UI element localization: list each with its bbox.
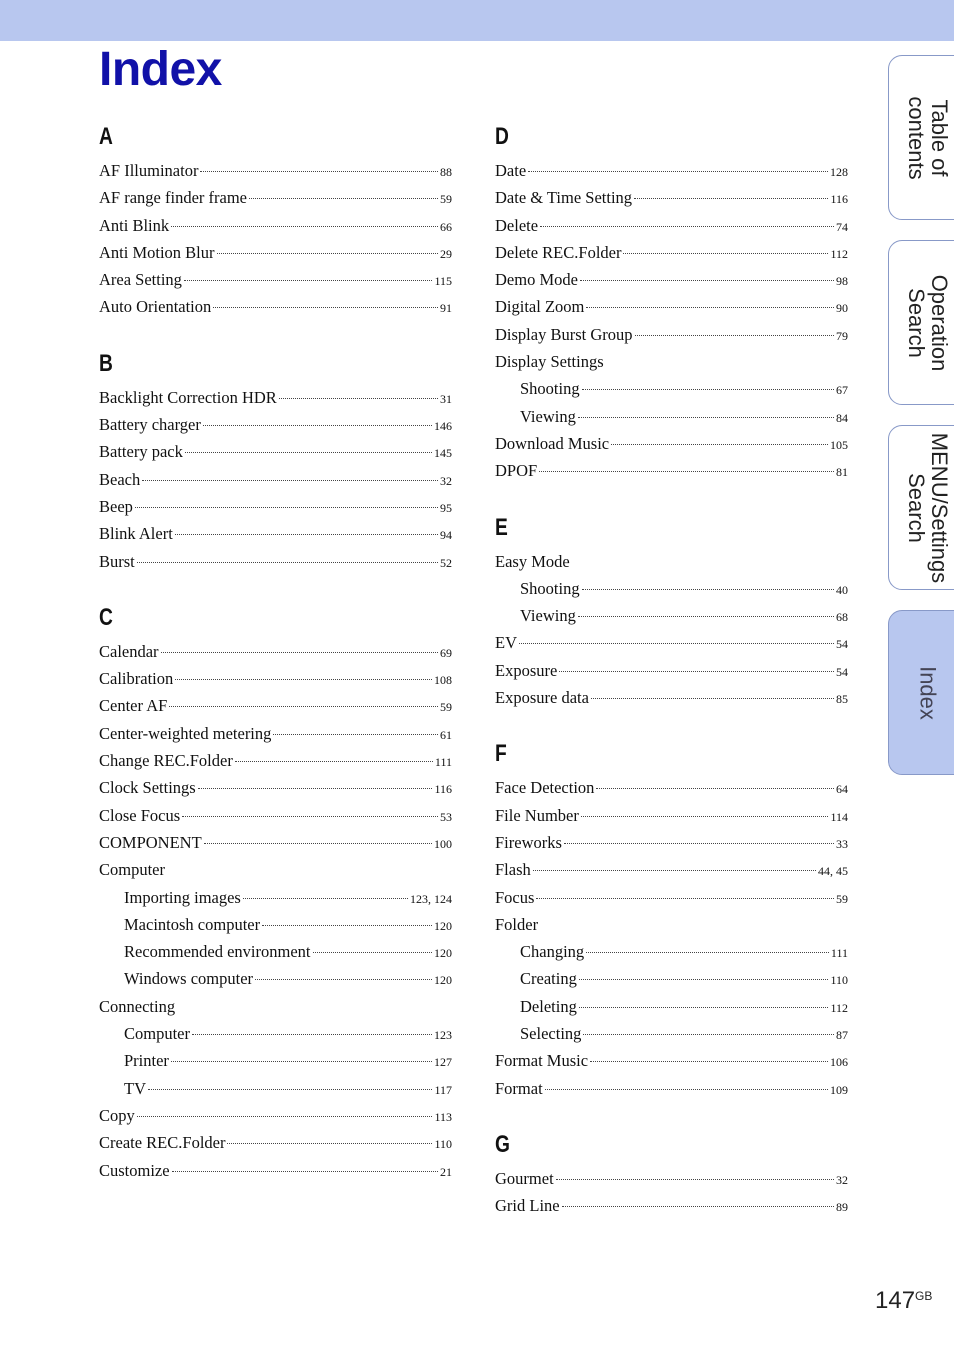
entry-label: Display Burst Group xyxy=(495,324,633,344)
entry-label: Calendar xyxy=(99,641,159,661)
index-entry[interactable] xyxy=(495,802,848,829)
entry-label: Computer xyxy=(124,1024,190,1044)
page-link[interactable]: 120 xyxy=(434,918,452,933)
dot-leader xyxy=(171,225,438,227)
index-entry[interactable] xyxy=(495,1165,848,1192)
index-subentry[interactable] xyxy=(99,1020,452,1047)
page-link[interactable]: 64 xyxy=(836,782,848,797)
entry-label: Copy xyxy=(99,1105,135,1125)
section-letter: C xyxy=(99,603,113,631)
tab-operation-search-label: Operation Search xyxy=(904,274,952,371)
entry-label: Easy Mode xyxy=(495,551,570,571)
section-letter: E xyxy=(495,513,508,541)
dot-leader xyxy=(279,397,438,399)
entry-label: Deleting xyxy=(520,996,577,1016)
index-entry[interactable] xyxy=(99,774,452,801)
dot-leader xyxy=(556,1178,834,1180)
entry-label: Importing images xyxy=(124,887,241,907)
section-letter: B xyxy=(99,349,113,377)
index-entry[interactable] xyxy=(99,266,452,293)
entry-label: Customize xyxy=(99,1160,170,1180)
dot-leader xyxy=(172,1170,438,1172)
entry-label: AF range finder frame xyxy=(99,188,247,208)
dot-leader xyxy=(213,306,438,308)
entry-label: Connecting xyxy=(99,996,176,1016)
dot-leader xyxy=(249,197,438,199)
index-subentry[interactable] xyxy=(495,993,848,1020)
dot-leader xyxy=(184,279,433,281)
entry-label: Auto Orientation xyxy=(99,297,212,317)
page-link[interactable]: 113 xyxy=(434,1109,452,1124)
page-link[interactable]: 106 xyxy=(830,1055,848,1070)
tab-menu-settings-search-label: MENU/Settings Search xyxy=(904,432,952,583)
index-entry xyxy=(495,911,848,938)
entry-label: Creating xyxy=(520,969,577,989)
entry-label: Focus xyxy=(495,887,535,907)
dot-leader xyxy=(635,334,835,336)
entry-label: Demo Mode xyxy=(495,270,578,290)
entry-label: Burst xyxy=(99,551,135,571)
page-link[interactable]: 116 xyxy=(830,192,848,207)
index-section-d xyxy=(495,120,848,485)
entry-label: Macintosh computer xyxy=(124,914,261,934)
dot-leader xyxy=(255,978,432,980)
page-link[interactable]: 67 xyxy=(836,383,848,398)
page-link[interactable]: 21 xyxy=(440,1164,452,1179)
index-entry[interactable] xyxy=(495,157,848,184)
page-link[interactable]: 145 xyxy=(434,446,452,461)
dot-leader xyxy=(582,588,834,590)
index-section-a xyxy=(99,120,452,321)
entry-label: Computer xyxy=(99,860,165,880)
section-letter: G xyxy=(495,1130,510,1158)
index-section-f xyxy=(495,737,848,1102)
entry-label: Backlight Correction HDR xyxy=(99,387,277,407)
entry-label: Download Music xyxy=(495,433,610,453)
entry-label: EV xyxy=(495,633,517,653)
dot-leader xyxy=(578,416,834,418)
entry-label: Anti Blink xyxy=(99,215,170,235)
entry-label: Gourmet xyxy=(495,1168,554,1188)
index-subentry[interactable] xyxy=(495,403,848,430)
section-letter: A xyxy=(99,123,113,150)
page-number-suffix: GB xyxy=(915,1289,933,1303)
index-entry[interactable] xyxy=(495,1075,848,1102)
index-entry[interactable] xyxy=(99,638,452,665)
page-link[interactable]: 74 xyxy=(836,219,848,234)
entry-label: Beach xyxy=(99,469,141,489)
index-subentry[interactable] xyxy=(495,1020,848,1047)
index-subentry[interactable] xyxy=(495,965,848,992)
dot-leader xyxy=(137,561,438,563)
entry-label: Fireworks xyxy=(495,832,562,852)
index-column-left xyxy=(99,120,452,1210)
dot-leader xyxy=(519,642,834,644)
index-subentry[interactable] xyxy=(99,884,452,911)
page-link[interactable]: 29 xyxy=(440,246,452,261)
page-link[interactable]: 87 xyxy=(836,1028,848,1043)
page-link[interactable]: 109 xyxy=(830,1082,848,1097)
entry-label: Exposure data xyxy=(495,688,589,708)
index-subentry[interactable] xyxy=(99,938,452,965)
index-section-e xyxy=(495,511,848,712)
page-link[interactable]: 52 xyxy=(440,555,452,570)
index-entry[interactable] xyxy=(99,692,452,719)
dot-leader xyxy=(137,1115,433,1117)
index-entry[interactable] xyxy=(99,1157,452,1184)
entry-label: Face Detection xyxy=(495,778,595,798)
index-subentry[interactable] xyxy=(495,575,848,602)
page-link[interactable]: 94 xyxy=(440,528,452,543)
page-link[interactable]: 61 xyxy=(440,727,452,742)
entry-label: Area Setting xyxy=(99,270,182,290)
page-link[interactable]: 54 xyxy=(836,664,848,679)
index-entry[interactable] xyxy=(99,239,452,266)
page-link[interactable]: 66 xyxy=(440,219,452,234)
page-link[interactable]: 85 xyxy=(836,692,848,707)
dot-leader xyxy=(161,651,438,653)
dot-leader xyxy=(175,533,438,535)
dot-leader xyxy=(590,1060,828,1062)
page-link[interactable]: 90 xyxy=(836,301,848,316)
entry-label: Close Focus xyxy=(99,805,181,825)
dot-leader xyxy=(235,760,433,762)
index-entry[interactable] xyxy=(99,1129,452,1156)
index-subentry[interactable] xyxy=(99,911,452,938)
index-entry[interactable] xyxy=(99,411,452,438)
page-link[interactable]: 123, 124 xyxy=(410,891,452,906)
index-entry[interactable] xyxy=(495,629,848,656)
index-entry[interactable] xyxy=(495,212,848,239)
entry-label: Date xyxy=(495,161,527,180)
dot-leader xyxy=(227,1142,432,1144)
entry-label: Blink Alert xyxy=(99,524,173,544)
entry-label: Center AF xyxy=(99,696,168,716)
page-link[interactable]: 114 xyxy=(830,809,848,824)
page-link[interactable]: 100 xyxy=(434,836,452,851)
index-entry[interactable] xyxy=(99,384,452,411)
index-entry[interactable] xyxy=(99,747,452,774)
entry-label: Shooting xyxy=(520,379,580,399)
dot-leader xyxy=(142,479,438,481)
header-band xyxy=(0,0,954,41)
dot-leader xyxy=(217,252,438,254)
index-subentry[interactable] xyxy=(99,1047,452,1074)
entry-label: Center-weighted metering xyxy=(99,723,272,743)
dot-leader xyxy=(634,197,828,199)
dot-leader xyxy=(198,787,433,789)
entry-label: Format Music xyxy=(495,1051,589,1071)
page-link[interactable]: 68 xyxy=(836,610,848,625)
entry-label: Shooting xyxy=(520,578,580,598)
dot-leader xyxy=(579,978,829,980)
page-link[interactable]: 89 xyxy=(836,1200,848,1215)
index-entry[interactable] xyxy=(495,266,848,293)
entry-label: Change REC.Folder xyxy=(99,751,233,771)
page-link[interactable]: 110 xyxy=(434,1137,452,1152)
tab-operation-search[interactable] xyxy=(888,240,954,405)
entry-label: AF Illuminator xyxy=(99,161,199,180)
index-entry[interactable] xyxy=(99,157,452,184)
page-link[interactable]: 112 xyxy=(830,246,848,261)
index-entry[interactable] xyxy=(99,720,452,747)
index-subentry[interactable] xyxy=(495,375,848,402)
index-entry[interactable] xyxy=(99,802,452,829)
page-link[interactable]: 53 xyxy=(440,809,452,824)
page-link[interactable]: 81 xyxy=(836,465,848,480)
entry-label: Format xyxy=(495,1078,543,1098)
dot-leader xyxy=(578,615,834,617)
index-section-c xyxy=(99,601,452,1184)
index-entry[interactable] xyxy=(495,1047,848,1074)
index-entry[interactable] xyxy=(495,856,848,883)
index-section-b xyxy=(99,347,452,575)
entry-label: Viewing xyxy=(520,406,576,426)
page-link[interactable]: 116 xyxy=(434,782,452,797)
dot-leader xyxy=(175,678,432,680)
index-entry[interactable] xyxy=(495,293,848,320)
page-link[interactable]: 105 xyxy=(830,437,848,452)
dot-leader xyxy=(586,306,834,308)
entry-label: Printer xyxy=(124,1051,169,1071)
page-link[interactable]: 32 xyxy=(836,1172,848,1187)
dot-leader xyxy=(591,697,834,699)
entry-label: Delete REC.Folder xyxy=(495,242,622,262)
index-entry[interactable] xyxy=(495,1192,848,1219)
page-link[interactable]: 112 xyxy=(830,1000,848,1015)
dot-leader xyxy=(583,1033,834,1035)
dot-leader xyxy=(185,451,432,453)
dot-leader xyxy=(579,1006,829,1008)
page-link[interactable]: 54 xyxy=(836,637,848,652)
page-link[interactable]: 33 xyxy=(836,836,848,851)
entry-label: Clock Settings xyxy=(99,778,196,798)
index-subentry[interactable] xyxy=(495,938,848,965)
index-subentry[interactable] xyxy=(99,1075,452,1102)
index-entry[interactable] xyxy=(495,884,848,911)
entry-label: Create REC.Folder xyxy=(99,1133,226,1153)
dot-leader xyxy=(582,388,834,390)
entry-label: Flash xyxy=(495,860,531,880)
dot-leader xyxy=(533,869,816,871)
page-link[interactable]: 91 xyxy=(440,301,452,316)
tab-index[interactable] xyxy=(888,610,954,775)
page-link[interactable]: 115 xyxy=(434,274,452,289)
index-entry xyxy=(495,548,848,575)
entry-label: Grid Line xyxy=(495,1196,560,1216)
page-link[interactable]: 69 xyxy=(440,645,452,660)
tab-table-of-contents-label: Table of contents xyxy=(904,95,952,180)
entry-label: File Number xyxy=(495,805,579,825)
page-link[interactable]: 59 xyxy=(440,192,452,207)
page-link[interactable]: 146 xyxy=(434,419,452,434)
dot-leader xyxy=(545,1088,828,1090)
entry-label: Anti Motion Blur xyxy=(99,242,215,262)
page-link[interactable]: 40 xyxy=(836,582,848,597)
index-entry[interactable] xyxy=(99,665,452,692)
index-entry[interactable] xyxy=(99,212,452,239)
index-entry[interactable] xyxy=(99,493,452,520)
page-link[interactable]: 110 xyxy=(830,973,848,988)
entry-label: Display Settings xyxy=(495,352,604,372)
index-entry[interactable] xyxy=(495,774,848,801)
index-entry[interactable] xyxy=(495,457,848,484)
entry-label: Folder xyxy=(495,914,539,934)
index-entry xyxy=(495,348,848,375)
dot-leader xyxy=(203,424,432,426)
entry-label: Selecting xyxy=(520,1024,582,1044)
dot-leader xyxy=(611,443,828,445)
entry-label: Delete xyxy=(495,215,539,235)
dot-leader xyxy=(559,670,834,672)
index-entry[interactable] xyxy=(495,321,848,348)
index-entry[interactable] xyxy=(495,239,848,266)
dot-leader xyxy=(528,170,828,172)
index-entry[interactable] xyxy=(99,466,452,493)
dot-leader xyxy=(169,705,438,707)
entry-label: Viewing xyxy=(520,606,576,626)
page-link[interactable]: 79 xyxy=(836,328,848,343)
entry-label: Date & Time Setting xyxy=(495,188,633,208)
index-entry[interactable] xyxy=(99,548,452,575)
page-link[interactable]: 120 xyxy=(434,973,452,988)
entry-label: Windows computer xyxy=(124,969,254,989)
index-entry[interactable] xyxy=(495,430,848,457)
entry-label: Battery charger xyxy=(99,415,201,435)
page-link[interactable]: 123 xyxy=(434,1028,452,1043)
dot-leader xyxy=(273,733,438,735)
dot-leader xyxy=(562,1205,834,1207)
index-entry[interactable] xyxy=(99,1102,452,1129)
entry-label: Exposure xyxy=(495,660,558,680)
tab-index-label: Index xyxy=(915,665,941,720)
page-link[interactable]: 98 xyxy=(836,274,848,289)
index-column-right xyxy=(495,120,848,1246)
page-link[interactable]: 59 xyxy=(440,700,452,715)
entry-label: TV xyxy=(124,1078,146,1098)
dot-leader xyxy=(243,897,408,899)
entry-label: Digital Zoom xyxy=(495,297,585,317)
page-link[interactable]: 117 xyxy=(434,1082,452,1097)
dot-leader xyxy=(171,1060,432,1062)
dot-leader xyxy=(596,787,834,789)
index-entry[interactable] xyxy=(99,438,452,465)
dot-leader xyxy=(204,842,432,844)
index-section-g xyxy=(495,1128,848,1220)
dot-leader xyxy=(148,1088,432,1090)
entry-label: Beep xyxy=(99,496,133,516)
dot-leader xyxy=(182,815,438,817)
page-link[interactable]: 111 xyxy=(830,946,848,961)
section-letter: D xyxy=(495,123,509,150)
entry-label: Recommended environment xyxy=(124,942,311,962)
dot-leader xyxy=(536,897,834,899)
index-subentry[interactable] xyxy=(99,965,452,992)
dot-leader xyxy=(623,252,828,254)
index-entry[interactable] xyxy=(99,293,452,320)
page-link[interactable]: 127 xyxy=(434,1055,452,1070)
entry-label: Changing xyxy=(520,942,585,962)
entry-label: Calibration xyxy=(99,669,174,689)
dot-leader xyxy=(580,279,834,281)
dot-leader xyxy=(586,951,829,953)
index-entry[interactable] xyxy=(495,184,848,211)
index-entry[interactable] xyxy=(99,184,452,211)
page-link[interactable]: 120 xyxy=(434,946,452,961)
entry-label: Battery pack xyxy=(99,442,183,462)
page-link[interactable]: 44, 45 xyxy=(818,864,848,879)
page-link[interactable]: 84 xyxy=(836,410,848,425)
page-link[interactable]: 108 xyxy=(434,673,452,688)
page-title: Index xyxy=(99,43,222,96)
page-link[interactable]: 88 xyxy=(440,165,452,179)
page-link[interactable]: 128 xyxy=(830,165,848,179)
page-link[interactable]: 31 xyxy=(440,391,452,406)
index-entry[interactable] xyxy=(495,829,848,856)
dot-leader xyxy=(540,225,834,227)
index-entry[interactable] xyxy=(495,684,848,711)
index-entry[interactable] xyxy=(99,829,452,856)
index-subentry[interactable] xyxy=(495,602,848,629)
tab-table-of-contents[interactable] xyxy=(888,55,954,220)
entry-label: COMPONENT xyxy=(99,832,202,852)
section-letter: F xyxy=(495,740,507,768)
dot-leader xyxy=(564,842,834,844)
page-link[interactable]: 111 xyxy=(434,755,452,770)
page-link[interactable]: 32 xyxy=(440,473,452,488)
dot-leader xyxy=(581,815,829,817)
entry-label: DPOF xyxy=(495,461,538,481)
index-entry[interactable] xyxy=(99,520,452,547)
page-number: $147^{GB}$ xyxy=(875,1287,933,1314)
dot-leader xyxy=(313,951,433,953)
index-entry[interactable] xyxy=(495,657,848,684)
dot-leader xyxy=(135,506,438,508)
index-entry xyxy=(99,856,452,883)
index-entry xyxy=(99,993,452,1020)
dot-leader xyxy=(200,170,438,172)
tab-menu-settings-search[interactable] xyxy=(888,425,954,590)
page-link[interactable]: 59 xyxy=(836,891,848,906)
dot-leader xyxy=(539,470,834,472)
page-link[interactable]: 95 xyxy=(440,500,452,515)
dot-leader xyxy=(262,924,432,926)
dot-leader xyxy=(192,1033,432,1035)
